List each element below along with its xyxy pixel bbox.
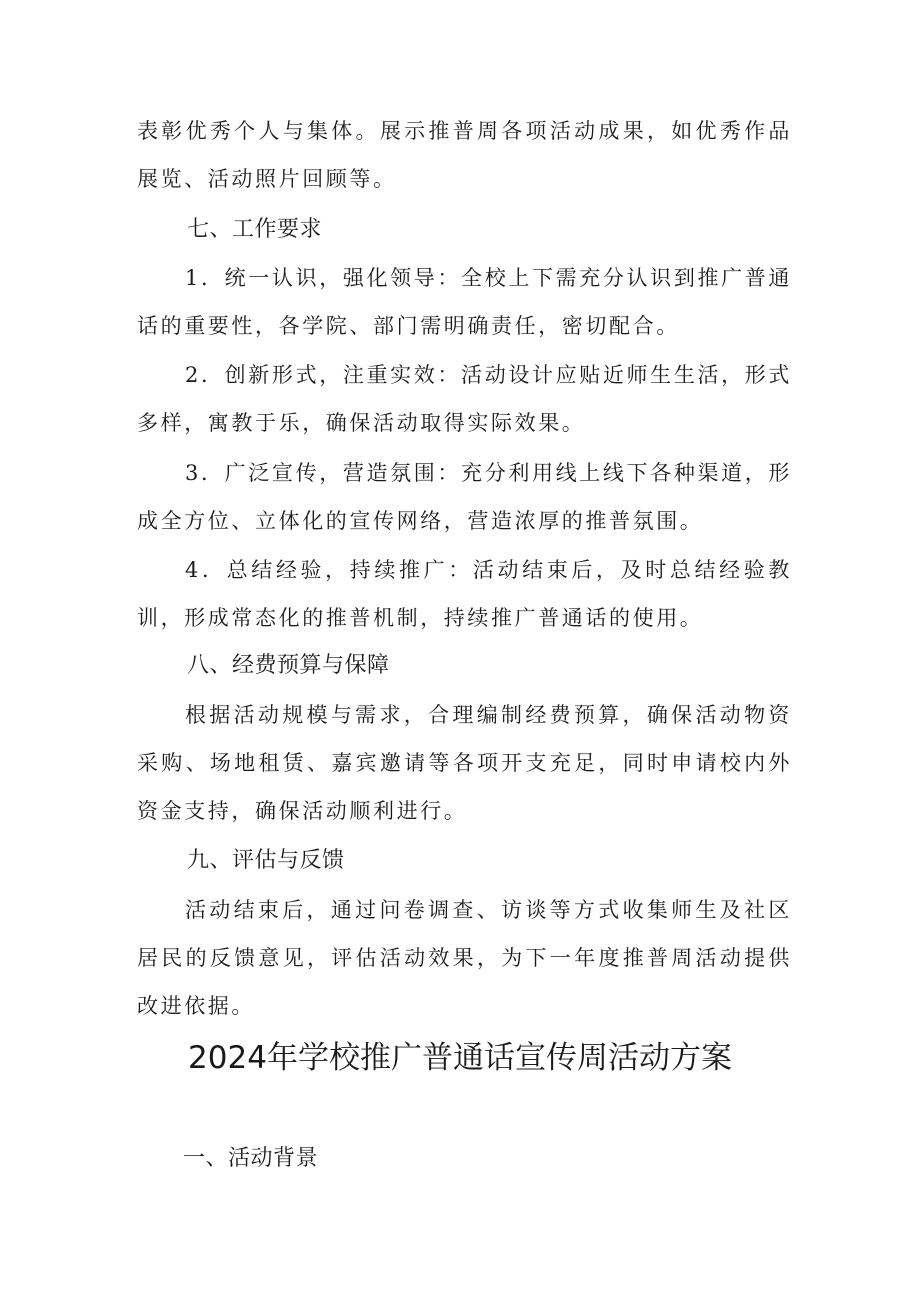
section-7-item-4: 4．总结经验，持续推广：活动结束后，及时总结经验教训，形成常态化的推普机制，持续推广普通话的使用。 (137, 558, 792, 630)
intro-paragraph: 表彰优秀个人与集体。展示推普周各项活动成果，如优秀作品展览、活动照片回顾等。 (137, 119, 792, 191)
section-7-heading: 七、工作要求 (187, 217, 323, 242)
document-title: 2024年学校推广普通话宣传周活动方案 (188, 1040, 732, 1076)
section-9-paragraph: 活动结束后，通过问卷调查、访谈等方式收集师生及社区居民的反馈意见，评估活动效果，为下一年度推普周活动提供改进依据。 (137, 898, 792, 1018)
section-8-heading: 八、经费预算与保障 (187, 653, 390, 678)
section-8-paragraph: 根据活动规模与需求，合理编制经费预算，确保活动物资采购、场地租赁、嘉宾邀请等各项开支充足，同时申请校内外资金支持，确保活动顺利进行。 (137, 703, 792, 823)
section-7-item-1: 1．统一认识，强化领导：全校上下需充分认识到推广普通话的重要性，各学院、部门需明确责任，密切配合。 (137, 266, 792, 338)
section-7-item-3: 3．广泛宣传，营造氛围：充分利用线上线下各种渠道，形成全方位、立体化的宣传网络，营造浓厚的推普氛围。 (137, 461, 792, 533)
section-9-heading: 九、评估与反馈 (187, 848, 345, 873)
section-1-heading: 一、活动背景 (183, 1146, 319, 1171)
section-7-item-2: 2．创新形式，注重实效：活动设计应贴近师生生活，形式多样，寓教于乐，确保活动取得实际效果。 (137, 363, 792, 435)
